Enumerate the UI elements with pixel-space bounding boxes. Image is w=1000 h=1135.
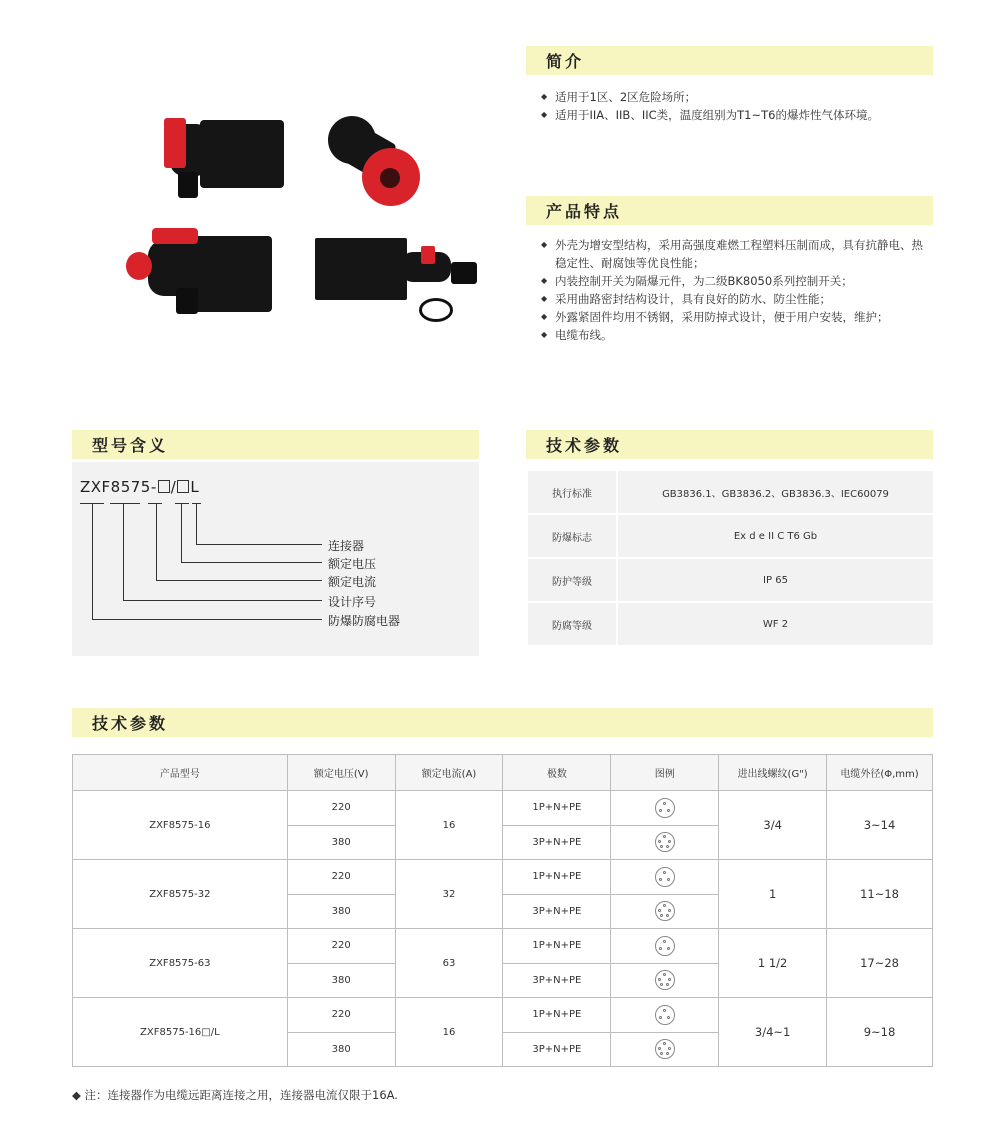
- cell-voltage: 380: [287, 1032, 395, 1067]
- cell-poles: 1P+N+PE: [503, 791, 611, 826]
- header-cable: 电缆外径(Φ,mm): [827, 755, 933, 791]
- pin-layout-icon: [655, 970, 675, 990]
- spec-table-title: 技术参数: [92, 714, 169, 733]
- intro-list: [541, 88, 931, 124]
- tech-key: 执行标准: [528, 471, 618, 513]
- product-image-2: [320, 110, 430, 210]
- pin-layout-icon: [655, 798, 675, 818]
- features-title: 产品特点: [546, 202, 623, 221]
- spec-table: [72, 754, 933, 1067]
- table-header-row: [73, 755, 933, 791]
- tech-params-title: 技术参数: [546, 436, 623, 455]
- table-row: [528, 471, 933, 513]
- table-row: [73, 860, 933, 895]
- features-header: [526, 196, 933, 225]
- leader-line: [92, 504, 93, 619]
- pin-layout-icon: [655, 901, 675, 921]
- header-thread: 进出线螺纹(G"): [719, 755, 827, 791]
- table-row: [73, 791, 933, 826]
- table-row: [528, 559, 933, 601]
- cell-diagram: [611, 825, 719, 860]
- cell-poles: 1P+N+PE: [503, 860, 611, 895]
- cell-current: 16: [395, 791, 503, 860]
- model-label-design-no: 设计序号: [328, 595, 377, 609]
- tech-params-table: [528, 469, 933, 647]
- cell-thread: 1: [719, 860, 827, 929]
- cell-thread: 3/4~1: [719, 998, 827, 1067]
- leader-line: [181, 504, 182, 562]
- header-poles: 极数: [503, 755, 611, 791]
- tech-key: 防护等级: [528, 559, 618, 601]
- header-voltage: 额定电压(V): [287, 755, 395, 791]
- spec-table-header: [72, 708, 933, 737]
- cell-cable: 3~14: [827, 791, 933, 860]
- cell-voltage: 220: [287, 998, 395, 1033]
- table-row: [73, 929, 933, 964]
- cell-voltage: 220: [287, 860, 395, 895]
- cell-diagram: [611, 860, 719, 895]
- model-code: [80, 478, 199, 496]
- model-code-separator: /: [170, 478, 177, 496]
- cell-cable: 11~18: [827, 860, 933, 929]
- list-item: ◆ 适用于IIA、IIB、IIC类，温度组别为T1~T6的爆炸性气体环境。: [541, 106, 931, 124]
- tech-value: GB3836.1、GB3836.2、GB3836.3、IEC60079: [618, 471, 933, 513]
- cell-diagram: [611, 998, 719, 1033]
- list-item: ◆ 内装控制开关为隔爆元件，为二级BK8050系列控制开关；: [541, 272, 933, 290]
- leader-line: [196, 504, 197, 544]
- cell-current: 32: [395, 860, 503, 929]
- leader-line: [156, 580, 322, 581]
- cell-model: ZXF8575-16: [73, 791, 288, 860]
- pin-layout-icon: [655, 867, 675, 887]
- cell-poles: 1P+N+PE: [503, 929, 611, 964]
- model-code-suffix: L: [190, 478, 200, 496]
- model-label-voltage: 额定电压: [328, 557, 377, 571]
- pin-layout-icon: [655, 936, 675, 956]
- placeholder-box-icon: [158, 480, 170, 493]
- cell-diagram: [611, 894, 719, 929]
- header-model: 产品型号: [73, 755, 288, 791]
- code-underline: [110, 503, 140, 504]
- table-row: [528, 515, 933, 557]
- cell-voltage: 380: [287, 825, 395, 860]
- cell-current: 63: [395, 929, 503, 998]
- cell-thread: 3/4: [719, 791, 827, 860]
- cell-thread: 1 1/2: [719, 929, 827, 998]
- pin-layout-icon: [655, 832, 675, 852]
- leader-line: [156, 504, 157, 580]
- cell-cable: 9~18: [827, 998, 933, 1067]
- model-meaning-title: 型号含义: [92, 436, 169, 455]
- tech-params-header: [526, 430, 933, 459]
- cell-model: ZXF8575-63: [73, 929, 288, 998]
- tech-value: WF 2: [618, 603, 933, 645]
- leader-line: [123, 504, 124, 600]
- cell-model: ZXF8575-32: [73, 860, 288, 929]
- cell-cable: 17~28: [827, 929, 933, 998]
- footnote-text: 注：连接器作为电缆远距离连接之用，连接器电流仅限于16A.: [84, 1088, 398, 1102]
- cell-diagram: [611, 963, 719, 998]
- header-diagram: 图例: [611, 755, 719, 791]
- header-current: 额定电流(A): [395, 755, 503, 791]
- pin-layout-icon: [655, 1039, 675, 1059]
- cell-voltage: 380: [287, 963, 395, 998]
- table-row: [73, 998, 933, 1033]
- cell-voltage: 220: [287, 791, 395, 826]
- cell-voltage: 220: [287, 929, 395, 964]
- intro-title: 简介: [546, 52, 585, 71]
- cell-diagram: [611, 791, 719, 826]
- footnote: ◆ 注：连接器作为电缆远距离连接之用，连接器电流仅限于16A.: [72, 1088, 398, 1102]
- tech-key: 防腐等级: [528, 603, 618, 645]
- list-item: ◆ 适用于1区、2区危险场所；: [541, 88, 931, 106]
- list-item: ◆ 外壳为增安型结构，采用高强度难燃工程塑料压制而成，具有抗静电、热稳定性、耐腐蚀等优良性能；: [541, 236, 933, 272]
- cell-voltage: 380: [287, 894, 395, 929]
- code-underline: [175, 503, 189, 504]
- cell-poles: 3P+N+PE: [503, 894, 611, 929]
- cell-poles: 3P+N+PE: [503, 1032, 611, 1067]
- features-list: [541, 236, 933, 344]
- placeholder-box-icon: [177, 480, 189, 493]
- tech-value: Ex d e II C T6 Gb: [618, 515, 933, 557]
- cell-diagram: [611, 1032, 719, 1067]
- model-meaning-header: [72, 430, 479, 459]
- pin-layout-icon: [655, 1005, 675, 1025]
- cell-poles: 1P+N+PE: [503, 998, 611, 1033]
- cell-model: ZXF8575-16□/L: [73, 998, 288, 1067]
- list-item: ◆ 外露紧固件均用不锈钢，采用防掉式设计，便于用户安装，维护；: [541, 308, 933, 326]
- product-image-3: [122, 222, 292, 322]
- list-item: ◆ 电缆布线。: [541, 326, 933, 344]
- tech-value: IP 65: [618, 559, 933, 601]
- model-label-connector: 连接器: [328, 539, 365, 553]
- intro-header: [526, 46, 933, 75]
- cell-diagram: [611, 929, 719, 964]
- cell-poles: 3P+N+PE: [503, 825, 611, 860]
- model-label-current: 额定电流: [328, 575, 377, 589]
- cell-current: 16: [395, 998, 503, 1067]
- leader-line: [92, 619, 322, 620]
- list-item: ◆ 采用曲路密封结构设计，具有良好的防水、防尘性能；: [541, 290, 933, 308]
- leader-line: [196, 544, 322, 545]
- tech-key: 防爆标志: [528, 515, 618, 557]
- code-underline: [148, 503, 162, 504]
- table-row: [528, 603, 933, 645]
- cell-poles: 3P+N+PE: [503, 963, 611, 998]
- product-image-4: [315, 232, 485, 332]
- product-image-1: [160, 112, 290, 207]
- model-label-ex-anticorrosion: 防爆防腐电器: [328, 614, 401, 628]
- leader-line: [123, 600, 322, 601]
- model-code-prefix: ZXF8575-: [80, 478, 157, 496]
- leader-line: [181, 562, 322, 563]
